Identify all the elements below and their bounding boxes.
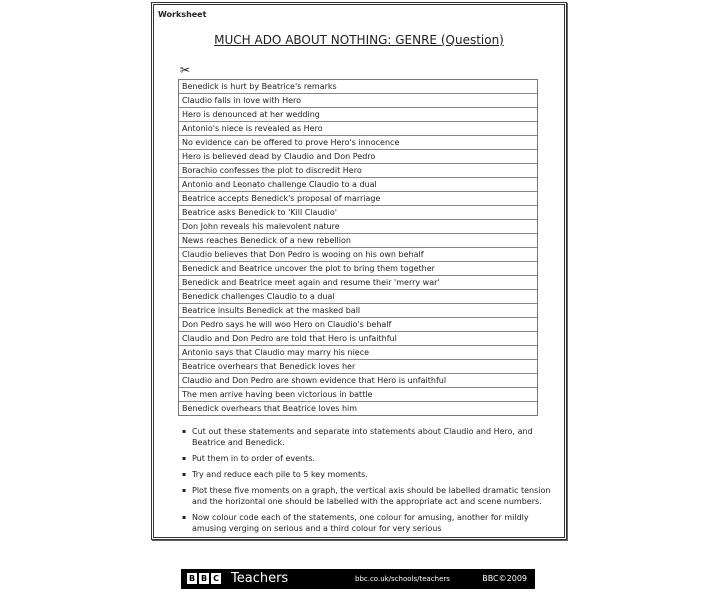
- instruction-item: ▪ Now colour code each of the statements, one colour for amusing, another for mildly amusing verging on serious and a third colour for very serious: [180, 512, 555, 534]
- copyright: BBC©2009: [482, 574, 527, 583]
- bbc-logo-letter: B: [200, 574, 208, 583]
- statement-row: Antonio's niece is revealed as Hero: [179, 122, 537, 136]
- statement-row: Don John reveals his malevolent nature: [179, 220, 537, 234]
- statement-row: Antonio says that Claudio may marry his niece: [179, 346, 537, 360]
- statement-row: Beatrice asks Benedick to 'Kill Claudio': [179, 206, 537, 220]
- brand-name: Teachers: [231, 571, 289, 586]
- instructions-list: [180, 426, 555, 539]
- worksheet-label: Worksheet: [158, 10, 207, 19]
- bbc-logo-letter: C: [211, 573, 221, 584]
- footer-bar: [181, 569, 535, 589]
- statement-row: The men arrive having been victorious in battle: [179, 388, 537, 402]
- statement-row: Don Pedro says he will woo Hero on Claudio's behalf: [179, 318, 537, 332]
- statement-row: Benedick and Beatrice meet again and resume their 'merry war': [179, 276, 537, 290]
- statement-row: Hero is believed dead by Claudio and Don Pedro: [179, 150, 537, 164]
- instruction-item: ▪ Try and reduce each pile to 5 key moments.: [180, 469, 555, 480]
- statement-row: Benedick and Beatrice uncover the plot to bring them together: [179, 262, 537, 276]
- statement-row: No evidence can be offered to prove Hero's innocence: [179, 136, 537, 150]
- statements-table: [178, 79, 538, 416]
- statement-row: News reaches Benedick of a new rebellion: [179, 234, 537, 248]
- statement-row: Claudio falls in love with Hero: [179, 94, 537, 108]
- worksheet-page: [151, 2, 567, 540]
- instruction-item: ▪ Put them in to order of events.: [180, 453, 555, 464]
- statement-row: Borachio confesses the plot to discredit Hero: [179, 164, 537, 178]
- statement-row: Antonio and Leonato challenge Claudio to a dual: [179, 178, 537, 192]
- statement-row: Claudio believes that Don Pedro is wooing on his own behalf: [179, 248, 537, 262]
- statement-row: Beatrice insults Benedick at the masked ball: [179, 304, 537, 318]
- statement-row: Claudio and Don Pedro are told that Hero is unfaithful: [179, 332, 537, 346]
- scissors-icon: ✂: [180, 63, 191, 77]
- statement-row: Benedick challenges Claudio to a dual: [179, 290, 537, 304]
- instruction-item: ▪ Plot these five moments on a graph, the vertical axis should be labelled dramatic tension and the horizontal one should be labelled with the appropriate act and scene numbers.: [180, 485, 555, 507]
- statement-row: Benedick is hurt by Beatrice's remarks: [179, 80, 537, 94]
- statement-row: Beatrice overhears that Benedick loves her: [179, 360, 537, 374]
- instruction-item: ▪ Cut out these statements and separate into statements about Claudio and Hero, and Beatrice and Benedick.: [180, 426, 555, 448]
- footer-url[interactable]: bbc.co.uk/schools/teachers: [355, 575, 450, 583]
- statement-row: Beatrice accepts Benedick's proposal of marriage: [179, 192, 537, 206]
- statement-row: Benedick overhears that Beatrice loves him: [182, 404, 358, 413]
- statement-row: Hero is denounced at her wedding: [179, 108, 537, 122]
- bbc-logo-letter: B: [188, 574, 196, 583]
- page-title: MUCH ADO ABOUT NOTHING: GENRE (Question): [214, 33, 504, 47]
- bbc-logo: [187, 573, 221, 584]
- statement-row: Claudio and Don Pedro are shown evidence that Hero is unfaithful: [179, 374, 537, 388]
